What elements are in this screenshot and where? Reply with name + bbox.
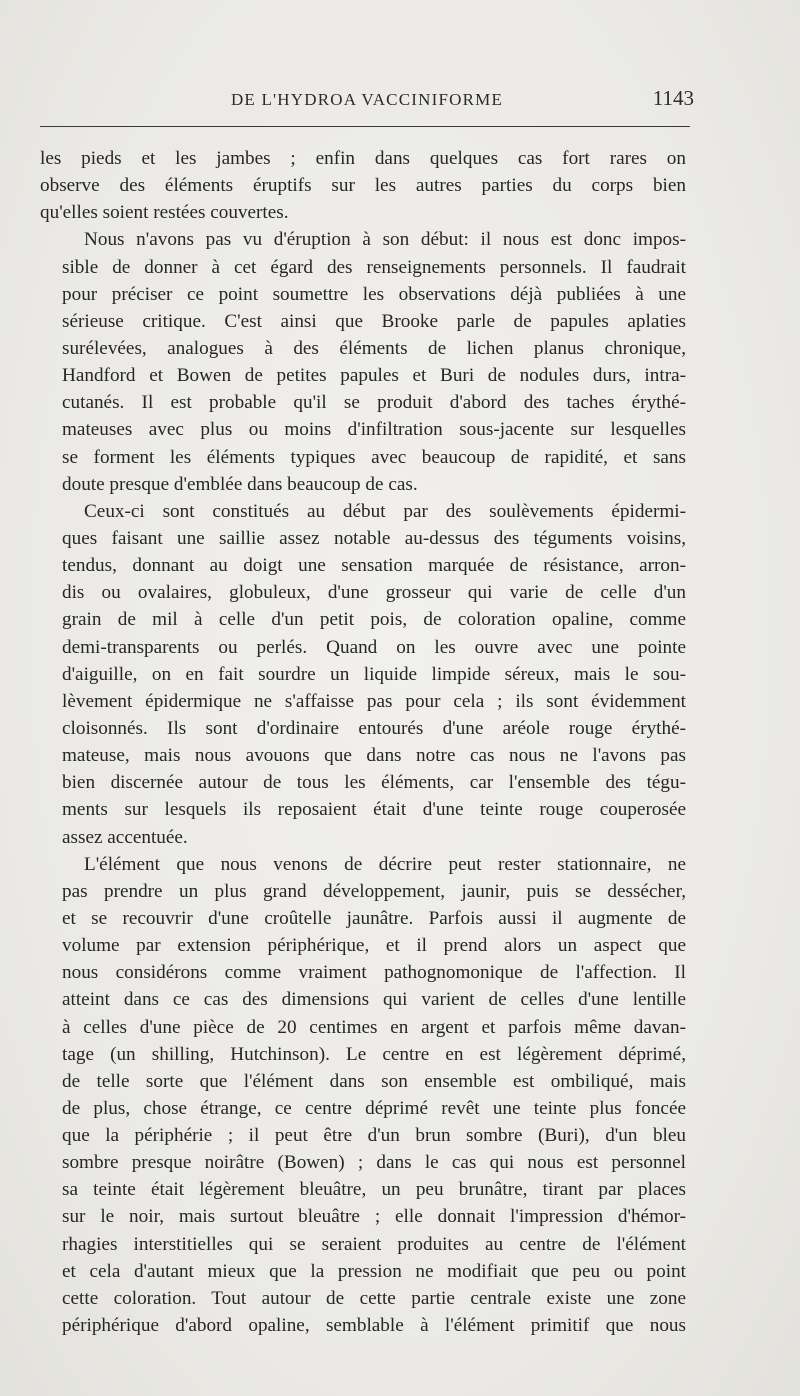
text-line: sombre presque noirâtre (Bowen) ; dans le cas qui nous est personnel [62,1152,686,1174]
text-line: cloisonnés. Ils sont d'ordinaire entourés d'une aréole rouge érythé- [62,717,686,739]
text-line: sible de donner à cet égard des renseignements personnels. Il faudrait [62,256,686,278]
text-line: assez accentuée. [62,826,188,848]
text-line: ments sur lesquels ils reposaient était d'une teinte rouge couperosée [62,799,686,821]
text-line: demi-transparents ou perlés. Quand on les ouvre avec une pointe [62,636,686,658]
text-line: de plus, chose étrange, ce centre déprimé revêt une teinte plus foncée [62,1097,686,1119]
text-line: d'aiguille, on en fait sourdre un liquide limpide séreux, mais le sou- [62,663,686,685]
text-line: cutanés. Il est probable qu'il se produit d'abord des taches érythé- [62,392,686,414]
text-line: observe des éléments éruptifs sur les autres parties du corps bien [40,175,686,197]
text-line: sérieuse critique. C'est ainsi que Brooke parle de papules aplaties [62,310,686,332]
text-line: pas prendre un plus grand développement, jaunir, puis se dessécher, [62,880,686,902]
text-line: volume par extension périphérique, et il prend alors un aspect que [62,935,686,957]
text-line: lèvement épidermique ne s'affaisse pas pour cela ; ils sont évidemment [62,690,686,712]
paragraph [40,851,686,1340]
paragraph [40,226,686,497]
text-line: Nous n'avons pas vu d'éruption à son début: il nous est donc impos- [84,229,686,251]
running-title: DE L'HYDROA VACCINIFORME [230,90,504,109]
paragraph [40,498,686,851]
page-number: 1143 [652,86,694,110]
text-line: rhagies interstitielles qui se seraient produites au centre de l'élément [62,1233,686,1255]
text-line: que la périphérie ; il peut être d'un brun sombre (Buri), d'un bleu [62,1125,686,1147]
text-line: cette coloration. Tout autour de cette partie centrale existe une zone [62,1287,686,1309]
text-line: et se recouvrir d'une croûtelle jaunâtre. Parfois aussi il augmente de [62,907,686,929]
text-line: qu'elles soient restées couvertes. [40,202,289,224]
text-line: grain de mil à celle d'un petit pois, de coloration opaline, comme [62,609,686,631]
header-rule [40,126,690,127]
text-line: Ceux-ci sont constitués au début par des soulèvements épidermi- [84,500,686,522]
text-line: sur le noir, mais surtout bleuâtre ; elle donnait l'impression d'hémor- [62,1206,686,1228]
text-line: de telle sorte que l'élément dans son ensemble est ombiliqué, mais [62,1070,686,1092]
text-line: pour préciser ce point soumettre les observations déjà publiées à une [62,283,686,305]
text-line: et cela d'autant mieux que la pression ne modifiait que peu ou point [62,1260,686,1282]
text-line: sa teinte était légèrement bleuâtre, un peu brunâtre, tirant par places [62,1179,686,1201]
text-line: ques faisant une saillie assez notable au-dessus des téguments voisins, [62,527,686,549]
text-line: nous considérons comme vraiment pathognomonique de l'affection. Il [62,962,686,984]
text-line: tage (un shilling, Hutchinson). Le centre en est légèrement déprimé, [62,1043,686,1065]
text-line: se forment les éléments typiques avec beaucoup de rapidité, et sans [62,446,686,468]
text-line: Handford et Bowen de petites papules et Buri de nodules durs, intra- [62,365,686,387]
text-line: périphérique d'abord opaline, semblable à l'élément primitif que nous [62,1315,686,1337]
text-line: L'élément que nous venons de décrire peut rester stationnaire, ne [84,853,686,875]
text-line: bien discernée autour de tous les éléments, car l'ensemble des tégu- [62,772,686,794]
paragraph [40,145,686,226]
text-line: les pieds et les jambes ; enfin dans quelques cas fort rares on [40,148,686,169]
running-header [40,84,694,118]
text-line: surélevées, analogues à des éléments de lichen planus chronique, [62,337,686,359]
text-line: tendus, donnant au doigt une sensation marquée de résistance, arron- [62,555,686,577]
text-line: mateuses avec plus ou moins d'infiltration sous-jacente sur lesquelles [62,419,686,441]
text-line: dis ou ovalaires, globuleux, d'une grosseur qui varie de celle d'un [62,582,686,604]
body-text [40,145,686,1339]
text-line: atteint dans ce cas des dimensions qui varient de celles d'une lentille [62,989,686,1011]
text-line: à celles d'une pièce de 20 centimes en argent et parfois même davan- [62,1016,686,1038]
text-line: doute presque d'emblée dans beaucoup de cas. [62,473,418,495]
text-line: mateuse, mais nous avouons que dans notre cas nous ne l'avons pas [62,745,686,767]
